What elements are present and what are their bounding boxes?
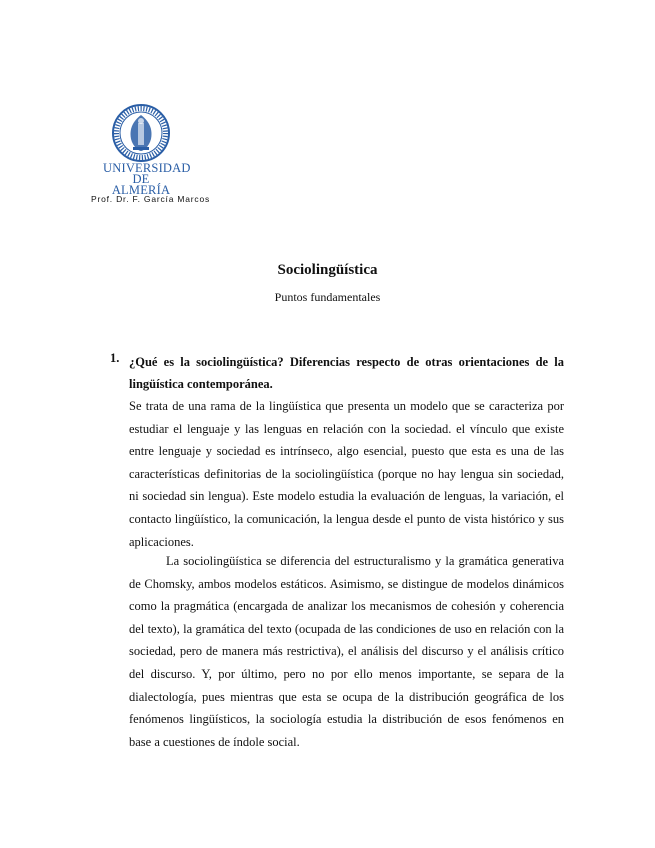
paragraph-1: Se trata de una rama de la lingüística que presenta un modelo que se caracteriza por estudiar el lenguaje y las lenguas en relación con la sociedad. el vínculo que existe entre lenguaje y sociedad es intrínseco, algo esencial, puesto que esta es una de las características definitorias de la sociolingüística (porque no hay lengua sin sociedad, ni sociedad sin lengua). Este modelo estudia la evaluación de lenguas, la variación, el contacto lingüístico, la comunicación, la lengua desde el punto de vista histórico y sus aplicaciones. (129, 399, 564, 549)
university-seal-icon (111, 103, 171, 163)
section-heading: ¿Qué es la sociolingüística? Diferencias respecto de otras orientaciones de la lingüística contemporánea. (129, 355, 564, 391)
document-title: Sociolingüística (277, 262, 378, 278)
university-logo (103, 103, 191, 197)
paragraph-2: La sociolingüística se diferencia del estructuralismo y la gramática generativa de Chomsky, ambos modelos estáticos. Asimismo, se distingue de modelos dinámicos como la pragmática (encargada de analizar los mecanismos de cohesión y coherencia del texto), la gramática del texto (ocupada de las condiciones de uso en relación con la sociedad, pero de manera más restrictiva), el análisis del discurso y el análisis crítico del discurso. Y, por último, pero no por ello menos importante, se separa de la dialectología, pues mientras que esta se ocupa de la distribución geográfica de los fenómenos lingüísticos, la sociología estudia la distribución de esos fenómenos en base a cuestiones de índole social. (129, 554, 564, 749)
document-subtitle: Puntos fundamentales (274, 290, 381, 304)
logo-text-line1: UNIVERSIDAD (103, 161, 191, 175)
section-number: 1. (110, 351, 120, 365)
author-line: Prof. Dr. F. García Marcos (91, 194, 211, 204)
logo-text-line2: DE ALMERÍA (111, 172, 171, 197)
